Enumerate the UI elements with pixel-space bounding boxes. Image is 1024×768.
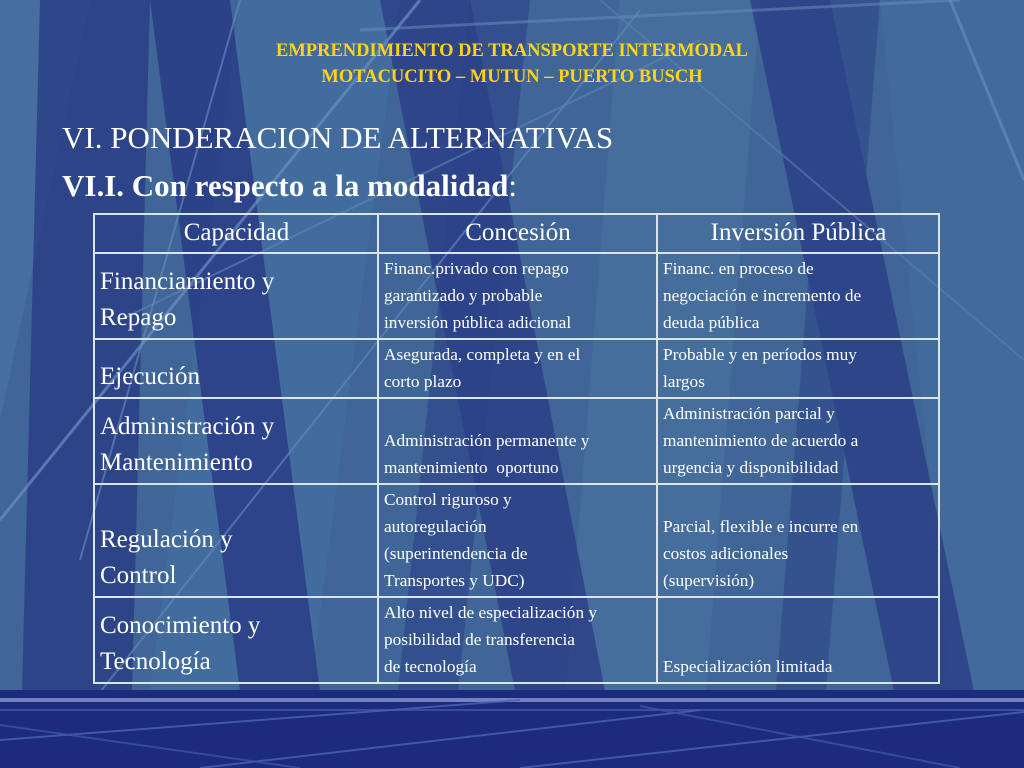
concesion-cell: Asegurada, completa y en el corto plazo — [378, 339, 657, 398]
capacidad-cell: Financiamiento y Repago — [94, 253, 378, 339]
inversion-cell: Financ. en proceso de negociación e incremento de deuda pública — [657, 253, 939, 339]
concesion-cell: Administración permanente y mantenimiento oportuno — [378, 398, 657, 484]
concesion-cell: Financ.privado con repago garantizado y probable inversión pública adicional — [378, 253, 657, 339]
header-line-2: MOTACUCITO – MUTUN – PUERTO BUSCH — [321, 67, 703, 87]
capacidad-cell: Regulación y Control — [94, 484, 378, 597]
table-row — [94, 339, 939, 398]
capacidad-cell: Administración y Mantenimiento — [94, 398, 378, 484]
comparison-table — [93, 213, 940, 684]
table-row — [94, 398, 939, 484]
table-row — [94, 253, 939, 339]
header-concesion: Concesión — [378, 214, 657, 253]
subsection-title-colon: : — [508, 168, 518, 203]
inversion-cell: Parcial, flexible e incurre en costos adicionales (supervisión) — [657, 484, 939, 597]
slide-header — [0, 38, 1024, 90]
concesion-cell: Control riguroso y autoregulación (superintendencia de Transportes y UDC) — [378, 484, 657, 597]
capacidad-cell: Ejecución — [94, 339, 378, 398]
header-inversion-publica: Inversión Pública — [657, 214, 939, 253]
header-line-1: EMPRENDIMIENTO DE TRANSPORTE INTERMODAL — [275, 41, 748, 61]
header-capacidad: Capacidad — [94, 214, 378, 253]
capacidad-cell: Conocimiento y Tecnología — [94, 597, 378, 683]
subsection-title — [62, 165, 517, 207]
inversion-cell: Administración parcial y mantenimiento de acuerdo a urgencia y disponibilidad — [657, 398, 939, 484]
inversion-cell: Probable y en períodos muy largos — [657, 339, 939, 398]
table-header-row — [94, 214, 939, 253]
inversion-cell: Especialización limitada — [657, 597, 939, 683]
section-title: VI. PONDERACION DE ALTERNATIVAS — [62, 120, 614, 155]
concesion-cell: Alto nivel de especialización y posibilidad de transferencia de tecnología — [378, 597, 657, 683]
subsection-title-text: VI.I. Con respecto a la modalidad — [62, 168, 509, 203]
table-row — [94, 484, 939, 597]
table-row — [94, 597, 939, 683]
